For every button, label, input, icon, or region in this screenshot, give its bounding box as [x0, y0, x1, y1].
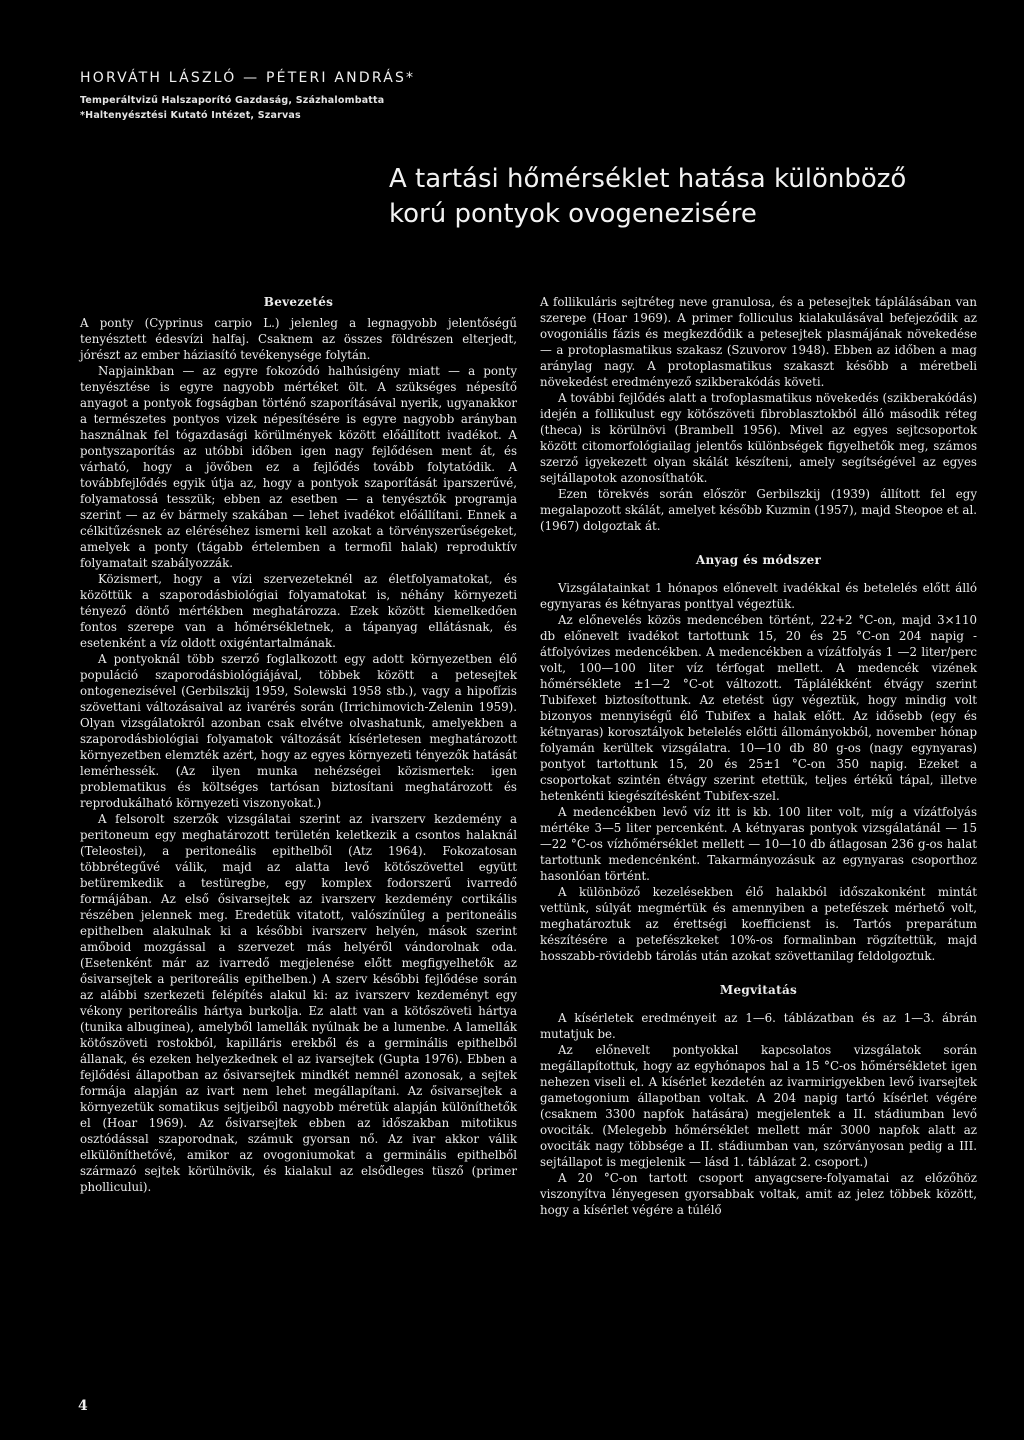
- page-number: 4: [78, 1398, 88, 1414]
- paragraph: Vizsgálatainkat 1 hónapos előnevelt ivadékkal és betelelés előtt álló egynyaras és kétnyaras ponttyal végeztük.: [540, 581, 977, 611]
- section-heading-discussion: Megvitatás: [719, 983, 798, 997]
- right-column: [540, 294, 977, 1218]
- paragraph: A kísérletek eredményeit az 1—6. táblázatban és az 1—3. ábrán mutatjuk be.: [540, 1011, 977, 1041]
- article-title: [389, 162, 1009, 232]
- title-line-2: korú pontyok ovogenezisére: [389, 199, 757, 229]
- paragraph: Az előnevelt pontyokkal kapcsolatos vizsgálatok során megállapítottuk, hogy az egyhónapos hal a 15 °C-os hőmérsékletet igen nehezen viseli el. A kísérlet kezdetén az ivarmirigyekben levő ivarsejtek gametogonium állapotban voltak. A 204 napig tartó kísérlet végére (csaknem 3300 napfok hatására) megjelentek a II. stádiumban levő ovociták. (Melegebb hőmérséklet mellett már 3000 napfok alatt az ovociták nagy többsége a II. stádiumban van, szórványosan pedig a III. sejtállapot is megjelenik — lásd 1. táblázat 2. csoport.): [540, 1043, 977, 1169]
- paragraph: A ponty (Cyprinus carpio L.) jelenleg a legnagyobb jelentőségű tenyésztett édesvízi halfaj. Csaknem az összes földrészen elterjedt, jórészt az ember háziasító tevékenysége folytán.: [80, 316, 517, 362]
- paragraph: A további fejlődés alatt a trofoplasmatikus növekedés (szikberakódás) idején a follikulust egy kötőszöveti fibroblasztokból álló második réteg (theca) is körülnövi (Brambell 1956). Mivel az egyes sejtcsoportok között citomorfológiailag jelentős különbségek figyelhetők meg, számos szerző igyekezett olyan skálát készíteni, amely segítségével az egyes sejtállapotok azonosíthatók.: [540, 391, 977, 485]
- paragraph: Az előnevelés közös medencében történt, 22+2 °C-on, majd 3×110 db előnevelt ivadékot tartottunk 15, 20 és 25 °C-on 204 napig - átfolyóvizes medencékben. A medencékben a vízátfolyás 1 —2 liter/perc volt, 100—100 liter víz térfogat mellett. A medencék vizének hőmérséklete ±1—2 °C-ot változott. Táplálékként étvágy szerint Tubifexet biztosítottunk. Az etetést úgy végeztük, hogy mindig volt bizonyos mennyiségű élő Tubifex a halak előtt. Az idősebb (egy és kétnyaras) korosztályok betelelés előtti állományokból, november hónap folyamán kerültek vizsgálatra. 10—10 db 80 g-os (nagy egynyaras) pontyot tartottunk 15, 20 és 25±1 °C-on 350 napig. Ezeket a csoportokat szintén étvágy szerint etettük, teljes értékű tápal, illetve hetenkénti kiegészítésként Tubifex-szel.: [540, 613, 977, 803]
- paragraph: A felsorolt szerzők vizsgálatai szerint az ivarszerv kezdemény a peritoneum egy meghatározott területén keletkezik a csontos halaknál (Teleostei), a peritoneális epithelből (Atz 1964). Fokozatosan többrétegűvé válik, majd az alatta levő kötőszövettel együtt betüremkedik a testüregbe, egy komplex fodorszerű ivarredő formájában. Az első ősivarsejtek az ivarszerv kezdemény cortikális részében jelennek meg. Eredetük vitatott, valószínűleg a peritoneális epithelben alakulnak ki a későbbi ivarszerv helyén, mások szerint amőboid mozgással a szervezet más helyéről vándorolnak oda. (Esetenként már az ivarredő megjelenése előtt megfigyelhetők az ősivarsejtek a peritoreális epithelben.) A szerv későbbi fejlődése során az alábbi szerkezeti felépítés alakul ki: az ivarszerv kezdeményt egy vékony peritoreális hártya burkolja. Ez alatt van a kötőszöveti hártya (tunika albuginea), amelyből lamellák nyúlnak be a lumenbe. A lamellák kötőszöveti rostokból, kapilláris erekből és a germinális epithelből állanak, és ezeken helyezkednek el az ivarsejtek (Gupta 1976). Ebben a fejlődési állapotban az ősivarsejtek mindkét nemnél azonosak, a sejtek formája alapján az ivart nem lehet megállapítani. Az ősivarsejtek a környezetük somatikus sejtjeiből nagyobb méretük alapján különíthetők el (Hoar 1969). Az ősivarsejtek ebben az időszakban mitotikus osztódással szaporodnak, számuk gyorsan nő. Az ivar akkor válik elkülöníthetővé, amikor az ovogoniumokat a germinális epithelből származó sejtek körülnövik, és kialakul az elsődleges tüsző (primer phollicului).: [80, 812, 517, 1194]
- paragraph: A 20 °C-on tartott csoport anyagcsere-folyamatai az előzőhöz viszonyítva lényegesen gyorsabbak voltak, amit az jelez többek között, hogy a kísérlet végére a túlélő: [540, 1171, 977, 1217]
- affiliation-2: *Haltenyésztési Kutató Intézet, Szarvas: [80, 110, 301, 121]
- paragraph: A különböző kezelésekben élő halakból időszakonként mintát vettünk, súlyát megmértük és amennyiben a petefészek mérhető volt, meghatároztuk az érettségi koefficienst is. Tartós preparátum készítésére a petefészkeket 10%-os formalinban rögzítettük, majd hosszabb-rövidebb tárolás után azokat szövettanilag feldolgoztuk.: [540, 885, 977, 963]
- section-heading-introduction: Bevezetés: [263, 295, 334, 309]
- left-column: [80, 294, 517, 1195]
- paragraph: Napjainkban — az egyre fokozódó halhúsigény miatt — a ponty tenyésztése is egyre nagyobb mértéket ölt. A szükséges népesítő anyagot a pontyok fogságban történő szaporításával nyerik, ugyanakkor a természetes pontyos vizek népesítésére is egyre nagyobb arányban használnak fel tógazdasági körülmények között előállított ivadékot. A pontyszaporítás az utóbbi időben igen nagy fejlődésen ment át, és várható, hogy a jövőben ez a fejlődés tovább folytatódik. A továbbfejlődés egyik útja az, hogy a pontyok szaporítását iparszerűvé, folyamatossá tesszük; ebben az esetben — a tenyésztők programja szerint — az év bármely szakában — lehet ivadékot előállítani. Ennek a célkitűzésnek az eléréséhez ismerni kell azokat a törvényszerűségeket, amelyek a ponty (tágabb értelemben a termofil halak) reproduktív folyamatait szabályozzák.: [80, 364, 517, 570]
- paragraph: Közismert, hogy a vízi szervezeteknél az életfolyamatokat, és közöttük a szaporodásbiológiai folyamatokat is, néhány környezeti tényező döntő mértékben meghatározza. Ezek között kiemelkedően fontos szerepe van a hőmérsékletnek, a tápanyag ellátásnak, és esetenként a víz oldott oxigéntartalmának.: [80, 572, 517, 650]
- authors-line: HORVÁTH LÁSZLÓ — PÉTERI ANDRÁS*: [80, 70, 416, 86]
- paragraph: Ezen törekvés során először Gerbilszkij (1939) állított fel egy megalapozott skálát, amelyet később Kuzmin (1957), majd Steopoe et al. (1967) dolgoztak át.: [540, 487, 977, 533]
- affiliation-1: Temperáltvizű Halszaporító Gazdaság, Százhalombatta: [80, 95, 385, 106]
- paragraph: A medencékben levő víz itt is kb. 100 liter volt, míg a vízátfolyás mértéke 3—5 liter percenként. A kétnyaras pontyok vizsgálatánál — 15—22 °C-os vízhőmérséklet mellett — 10—10 db átlagosan 236 g-os halat tartottunk medencénként. Takarmányozásuk az egynyaras csoporthoz hasonlóan történt.: [540, 805, 977, 883]
- section-heading-methods: Anyag és módszer: [695, 553, 822, 567]
- title-line-1: A tartási hőmérséklet hatása különböző: [389, 164, 907, 194]
- paragraph: A follikuláris sejtréteg neve granulosa, és a petesejtek táplálásában van szerepe (Hoar 1969). A primer folliculus kialakulásával befejeződik az ovogoniális fázis és megkezdődik a petesejtek plasmájának növekedése — a protoplasmatikus szakasz (Szuvorov 1948). Ebben az időben a mag aránylag nagy. A protoplasmatikus szakaszt később a méretbeli növekedést eredményező szikberakódás követi.: [540, 295, 977, 389]
- paragraph: A pontyoknál több szerző foglalkozott egy adott környezetben élő populáció szaporodásbiológiájával, többek között a petesejtek ontogenezisével (Gerbilszkij 1959, Solewski 1958 stb.), vagy a hipofízis szövettani változásaival az ivarérés során (Irrichimovich-Zelenin 1959). Olyan vizsgálatokról azonban csak elvétve olvashatunk, amelyekben a szaporodásbiológiai folyamatok változását kísérletesen meghatározott környezetben elemzték azért, hogy az egyes környezeti tényezők hatását lemérhessék. (Az ilyen munka nehézségei közismertek: igen problematikus és költséges tartósan biztosítani meghatározott és reprodukálható környezeti viszonyokat.): [80, 652, 517, 810]
